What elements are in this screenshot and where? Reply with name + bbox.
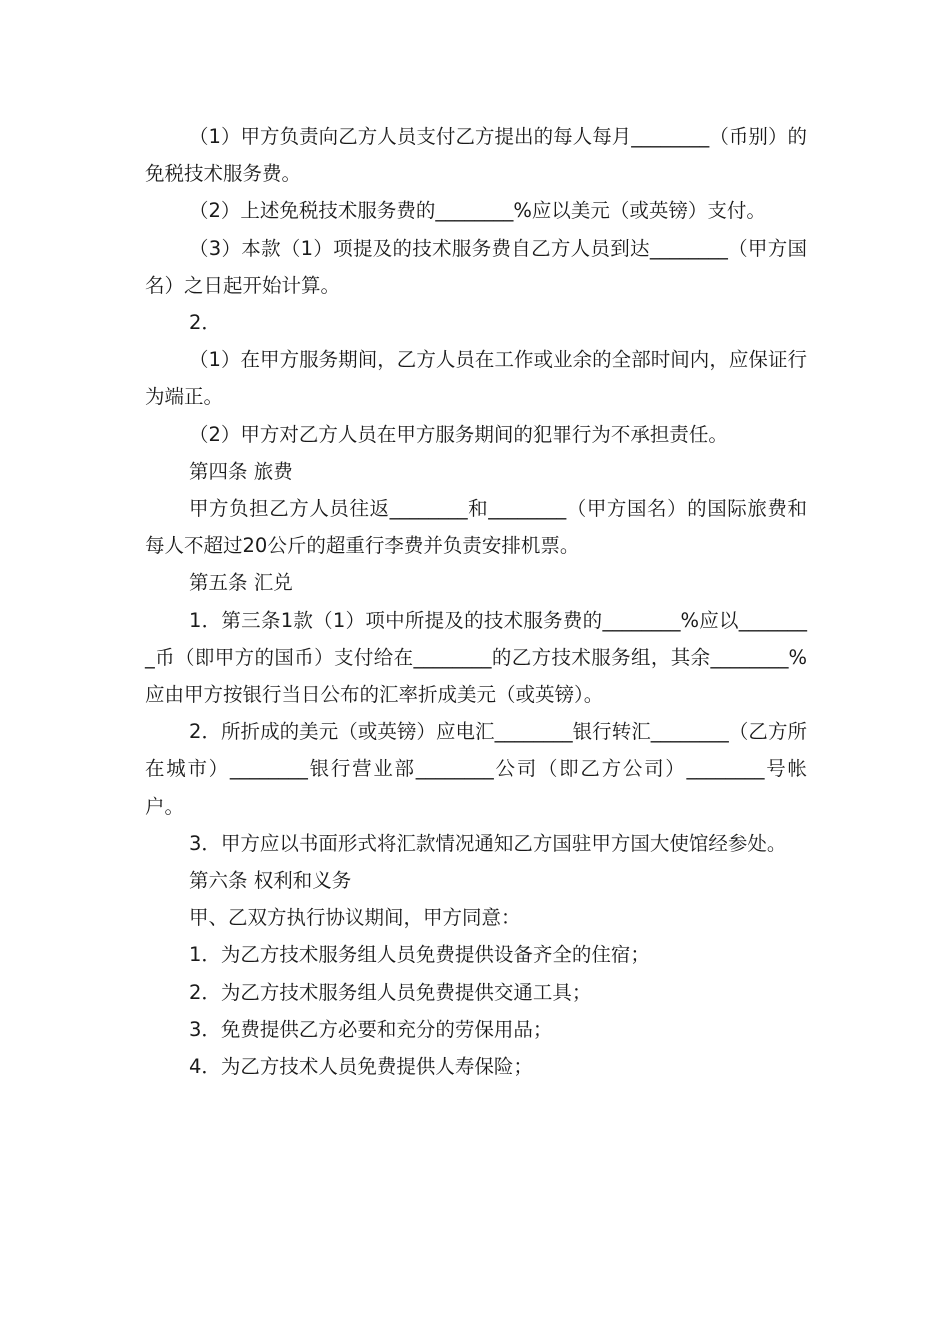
clause-paragraph: （2）甲方对乙方人员在甲方服务期间的犯罪行为不承担责任。 xyxy=(189,422,728,446)
list-item: 1．为乙方技术服务组人员免费提供设备齐全的住宿； xyxy=(189,943,650,967)
clause-paragraph: 3．甲方应以书面形式将汇款情况通知乙方国驻甲方国大使馆经参处。 xyxy=(189,831,787,855)
article-heading: 第四条 旅费 xyxy=(189,459,293,483)
clause-paragraph: （1）在甲方服务期间，乙方人员在工作或业余的全部时间内，应保证行为端正。 xyxy=(145,348,807,409)
clause-paragraph: 2．所折成的美元（或英镑）应电汇________银行转汇________（乙方所在城市）________银行营业部________公司（即乙方公司）________号帐户。 xyxy=(145,720,807,818)
document-body xyxy=(145,118,807,1085)
clause-paragraph: 甲、乙双方执行协议期间，甲方同意： xyxy=(189,906,521,930)
clause-paragraph: 1．第三条1款（1）项中所提及的技术服务费的________%应以________币（即甲方的国币）支付给在________的乙方技术服务组，其余________%应由甲方按银行当日公布的汇率折成美元（或英镑）。 xyxy=(145,608,807,707)
list-item: 4．为乙方技术人员免费提供人寿保险； xyxy=(189,1055,533,1079)
clause-paragraph: （3）本款（1）项提及的技术服务费自乙方人员到达________（甲方国名）之日起开始计算。 xyxy=(145,236,807,297)
list-item: 3．免费提供乙方必要和充分的劳保用品； xyxy=(189,1017,553,1041)
clause-paragraph: （2）上述免税技术服务费的________%应以美元（或英镑）支付。 xyxy=(189,199,766,223)
article-heading: 第五条 汇兑 xyxy=(189,571,293,595)
article-heading: 第六条 权利和义务 xyxy=(189,869,352,893)
clause-paragraph: （1）甲方负责向乙方人员支付乙方提出的每人每月________（币别）的免税技术服务费。 xyxy=(145,125,807,186)
clause-paragraph: 甲方负担乙方人员往返________和________（甲方国名）的国际旅费和每人不超过20公斤的超重行李费并负责安排机票。 xyxy=(145,497,807,558)
clause-number: 2． xyxy=(189,311,221,335)
list-item: 2．为乙方技术服务组人员免费提供交通工具； xyxy=(189,980,592,1004)
